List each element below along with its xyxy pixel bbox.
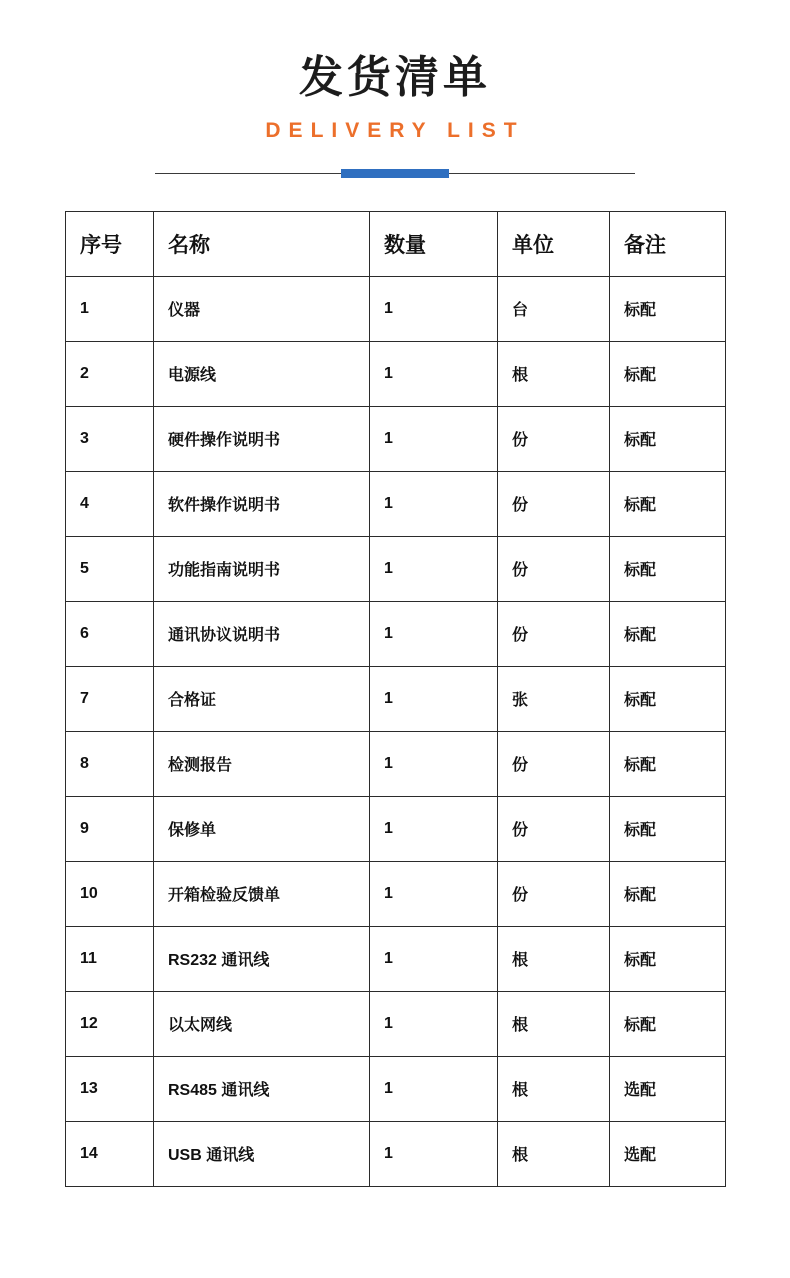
cell-note: 标配	[610, 861, 726, 926]
cell-unit: 张	[498, 666, 610, 731]
cell-index: 11	[66, 926, 154, 991]
table-row	[66, 471, 726, 536]
cell-quantity: 1	[370, 991, 498, 1056]
table-row	[66, 601, 726, 666]
cell-unit: 份	[498, 536, 610, 601]
cell-unit: 根	[498, 991, 610, 1056]
cell-note: 标配	[610, 926, 726, 991]
cell-note: 标配	[610, 276, 726, 341]
cell-name: 功能指南说明书	[154, 536, 370, 601]
cell-index: 10	[66, 861, 154, 926]
cell-name: 以太网线	[154, 991, 370, 1056]
cell-name: 开箱检验反馈单	[154, 861, 370, 926]
cell-note: 标配	[610, 471, 726, 536]
delivery-table	[65, 211, 726, 1187]
cell-quantity: 1	[370, 796, 498, 861]
table-row	[66, 1056, 726, 1121]
table-row	[66, 926, 726, 991]
cell-name: USB 通讯线	[154, 1121, 370, 1186]
table-header-row	[66, 211, 726, 276]
cell-quantity: 1	[370, 926, 498, 991]
cell-index: 8	[66, 731, 154, 796]
cell-name: 仪器	[154, 276, 370, 341]
cell-name: 电源线	[154, 341, 370, 406]
table-header	[66, 211, 726, 276]
cell-unit: 根	[498, 1056, 610, 1121]
cell-name: 通讯协议说明书	[154, 601, 370, 666]
cell-name: 合格证	[154, 666, 370, 731]
divider-accent-bar	[341, 169, 449, 178]
cell-index: 2	[66, 341, 154, 406]
cell-name: 检测报告	[154, 731, 370, 796]
cell-name: RS485 通讯线	[154, 1056, 370, 1121]
cell-unit: 份	[498, 471, 610, 536]
page-subtitle: DELIVERY LIST	[265, 118, 525, 142]
cell-note: 标配	[610, 731, 726, 796]
table-row	[66, 991, 726, 1056]
cell-unit: 份	[498, 601, 610, 666]
cell-index: 9	[66, 796, 154, 861]
cell-note: 标配	[610, 991, 726, 1056]
page-header	[0, 0, 790, 179]
cell-note: 标配	[610, 536, 726, 601]
column-header-index: 序号	[66, 211, 154, 276]
cell-unit: 根	[498, 1121, 610, 1186]
cell-quantity: 1	[370, 601, 498, 666]
cell-quantity: 1	[370, 1056, 498, 1121]
cell-index: 3	[66, 406, 154, 471]
cell-unit: 根	[498, 926, 610, 991]
cell-unit: 根	[498, 341, 610, 406]
cell-note: 标配	[610, 796, 726, 861]
cell-quantity: 1	[370, 861, 498, 926]
cell-unit: 台	[498, 276, 610, 341]
column-header-name: 名称	[154, 211, 370, 276]
cell-quantity: 1	[370, 341, 498, 406]
title-divider	[155, 169, 635, 179]
cell-quantity: 1	[370, 536, 498, 601]
table-row	[66, 796, 726, 861]
cell-unit: 份	[498, 861, 610, 926]
table-row	[66, 666, 726, 731]
cell-note: 选配	[610, 1121, 726, 1186]
table-body	[66, 276, 726, 1186]
table-row	[66, 276, 726, 341]
cell-quantity: 1	[370, 406, 498, 471]
cell-unit: 份	[498, 406, 610, 471]
cell-name: 保修单	[154, 796, 370, 861]
cell-name: RS232 通讯线	[154, 926, 370, 991]
cell-index: 14	[66, 1121, 154, 1186]
cell-quantity: 1	[370, 666, 498, 731]
cell-index: 13	[66, 1056, 154, 1121]
table-row	[66, 536, 726, 601]
cell-index: 7	[66, 666, 154, 731]
cell-note: 选配	[610, 1056, 726, 1121]
cell-note: 标配	[610, 341, 726, 406]
table-row	[66, 341, 726, 406]
table-row	[66, 406, 726, 471]
cell-index: 5	[66, 536, 154, 601]
table-row	[66, 731, 726, 796]
cell-quantity: 1	[370, 1121, 498, 1186]
cell-index: 4	[66, 471, 154, 536]
cell-quantity: 1	[370, 731, 498, 796]
delivery-table-container	[65, 211, 725, 1187]
cell-note: 标配	[610, 666, 726, 731]
cell-index: 6	[66, 601, 154, 666]
column-header-unit: 单位	[498, 211, 610, 276]
cell-note: 标配	[610, 601, 726, 666]
column-header-quantity: 数量	[370, 211, 498, 276]
page-title: 发货清单	[299, 53, 491, 102]
cell-name: 软件操作说明书	[154, 471, 370, 536]
cell-unit: 份	[498, 731, 610, 796]
table-row	[66, 1121, 726, 1186]
cell-unit: 份	[498, 796, 610, 861]
cell-index: 12	[66, 991, 154, 1056]
cell-index: 1	[66, 276, 154, 341]
column-header-note: 备注	[610, 211, 726, 276]
table-row	[66, 861, 726, 926]
cell-note: 标配	[610, 406, 726, 471]
cell-name: 硬件操作说明书	[154, 406, 370, 471]
cell-quantity: 1	[370, 276, 498, 341]
cell-quantity: 1	[370, 471, 498, 536]
